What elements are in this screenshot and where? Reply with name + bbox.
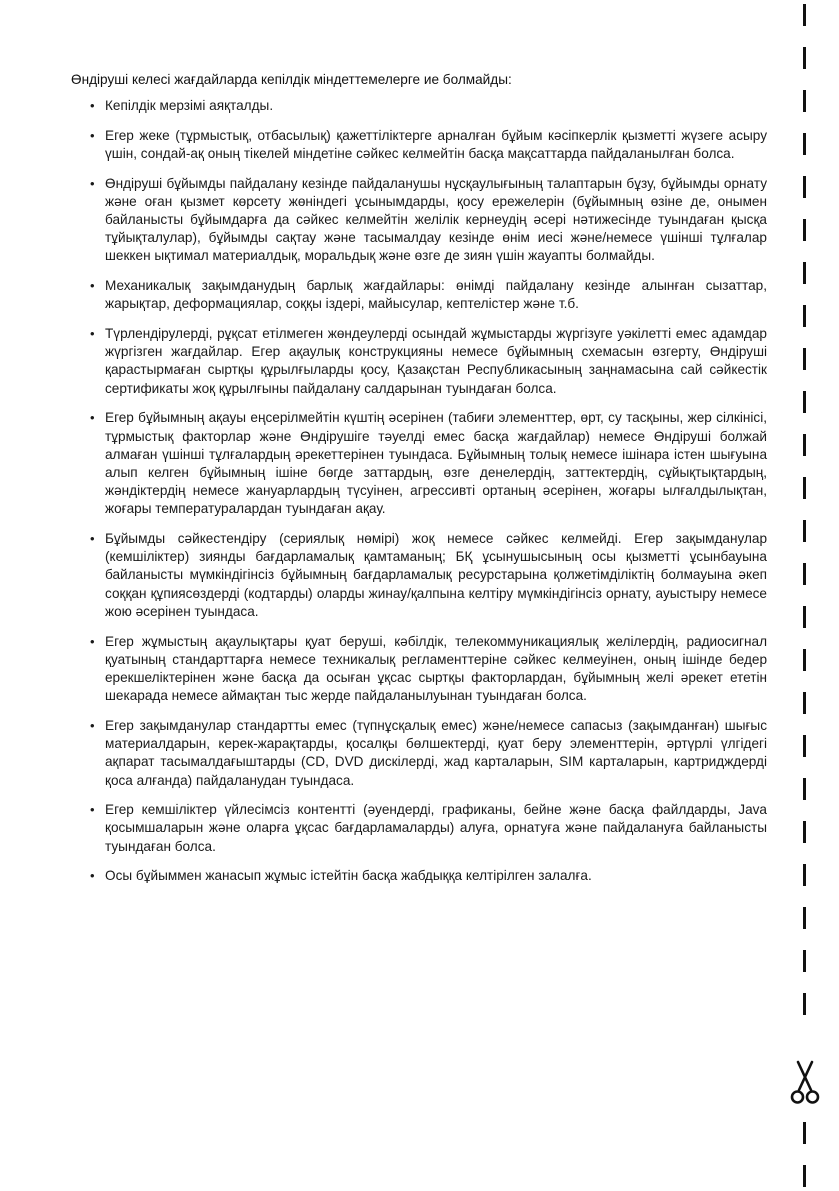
cut-line-dash [803,348,806,370]
bullet-icon: • [90,717,95,733]
exclusions-list [71,97,767,886]
cut-line-dash [803,90,806,112]
list-item-text: Өндіруші бұйымды пайдалану кезінде пайдаланушы нұсқаулығының талаптарын бұзу, бұйымды орнату және оған қызмет көрсету жөніндегі ұсынымдарды, қосу ережелерін (бұйымның өзіне де, онымен байланысты бұйымдарға да сәйкес келмейтін желілік кернеудің әсері нәтижесінде туындаған қысқа тұйықталулар), бұйымды сақтау және тасымалдау кезінде өнім иесі және/немесе үшінші тұлғалар шеккен ықтимал материалдық, моральдық және өзге де зиян үшін жауапты болмайды. [105,175,767,264]
bullet-icon: • [90,175,95,191]
cut-line-dash [803,993,806,1015]
bullet-icon: • [90,802,95,818]
list-item [71,175,767,266]
list-item-text: Егер зақымданулар стандартты емес (түпнұсқалық емес) және/немесе сапасыз (зақымданған) шығыс материалдарын, керек-жарақтарды, қосалқы бөлшектерді, қуат беру элементтерін, әртүрлі үлгідегі ақпарат тасымалдағыштарды (CD, DVD дискілерді, жад карталарын, SIM карталарын, картридждерді қоса алғанда) пайдаланудан туындаса. [105,717,767,788]
list-item-text: Егер бұйымның ақауы еңсерілмейтін күштің әсерінен (табиғи элементтер, өрт, су тасқыны, жер сілкінісі, тұрмыстық факторлар және Өндірушіге тәуелді емес басқа жағдайлар) немесе Өндіруші болжай алмаған үшінші тұлғалардың әрекеттерінен туындаса. Бұйымның толық немесе ішінара істен шығуына алып келген бұйымның ішіне бөгде заттардың, өзге денелердің, заттектердің, сұйықтықтардың, жәндіктердің немесе жануарлардың түсуінен, агрессивті ортаның әсерінен, жоғары ылғалдылықтан, жоғары температуралардан туындаған ақау. [105,410,767,517]
list-item [71,801,767,856]
cut-line-dash [803,520,806,542]
cut-line-dash [803,950,806,972]
list-item [71,633,767,706]
cut-line-dash [803,4,806,26]
section-heading: Өндіруші келесі жағдайларда кепілдік міндеттемелерге ие болмайды: [71,72,512,87]
cut-line-dash [803,864,806,886]
cut-line-dash [803,434,806,456]
cut-line-dash [803,133,806,155]
list-item [71,717,767,790]
list-item [71,325,767,398]
cut-line-dash [803,305,806,327]
bullet-icon: • [90,98,95,113]
list-item-text: Механикалық зақымданудың барлық жағдайлары: өнімді пайдалану кезінде алынған сызаттар, жарықтар, деформациялар, соққы іздері, майысулар, кептелістер және т.б. [105,278,767,312]
cut-line-dash [803,735,806,757]
cut-line-dash [803,1165,806,1187]
bullet-icon: • [90,278,95,294]
list-item [71,867,767,885]
list-item-text: Осы бұйыммен жанасып жұмыс істейтін басқа жабдыққа келтірілген залалға. [105,868,592,884]
cut-line-dash [803,778,806,800]
cut-line-dash [803,47,806,69]
cut-line-dash [803,176,806,198]
list-item-text: Кепілдік мерзімі аяқталды. [105,98,274,113]
list-item-text: Егер жеке (тұрмыстық, отбасылық) қажеттіліктерге арналған бұйым кәсіпкерлік қызметті жүзеге асыру үшін, сондай-ақ оның тікелей міндетіне сәйкес келмейтін басқа мақсаттарда пайдаланылған болса. [105,127,767,161]
cut-line-dash [803,606,806,628]
list-item [71,277,767,313]
list-item-text: Егер жұмыстың ақаулықтары қуат беруші, кәбілдік, телекоммуникациялық желілердің, радиосигнал қуатының стандарттарға немесе техникалық регламенттеріне сәйкес келмеуінен, оның ішінде бедер ерекшеліктерінен және басқа да осыған ұқсас сыртқы факторлардан, бұйымның желі әрекет ететін шекарада немесе аймақтан тыс жерде пайдаланылуынан туындаған болса. [105,633,767,704]
bullet-icon: • [90,410,95,426]
list-item-text: Бұйымды сәйкестендіру (сериялық нөмірі) жоқ немесе сәйкес келмейді. Егер зақымданулар (кемшіліктер) зиянды бағдарламалық қамтаманың; БҚ ұсынушысының осы қызметті ұсынбауына байланысты мүмкіндігінсіз бұйымның бағдарламалық ресурстарына қолжетімділіктің болмауына әкеп соққан құпиясөздерді (кодтарды) оларды жинау/қалпына келтіру мүмкіндігінсіз орнату, ауыстыру немесе жою әсерінен туындаса. [105,531,767,619]
list-item [71,127,767,163]
cut-line-dash [803,262,806,284]
bullet-icon: • [90,326,95,342]
list-item-text: Түрлендірулерді, рұқсат етілмеген жөндеулерді осындай жұмыстарды жүргізуге уәкілетті емес адамдар жүргізген жағдайлар. Егер ақаулық конструкцияны немесе бұйымның схемасын өзгерту, Өндіруші қарастырмаған сыртқы құрылғыларды қосу, Қазақстан Республикасының заңнамасына сай сәйкестік сертификаты жоқ құрылғыны пайдалану салдарынан туындаған болса. [105,326,767,396]
scissors-icon [790,1060,820,1106]
cut-line-dash [803,907,806,929]
cut-line-dash [803,821,806,843]
cut-line-dash [803,391,806,413]
bullet-icon: • [90,127,95,143]
bullet-icon: • [90,633,95,649]
list-item [71,97,767,115]
cut-line-dash [803,477,806,499]
cut-line [798,0,820,1191]
cut-line-dash [803,649,806,671]
bullet-icon: • [90,531,95,547]
cut-line-dash [803,219,806,241]
list-item [71,409,767,518]
cut-line-dash [803,1122,806,1144]
cut-line-dash [803,563,806,585]
list-item-text: Егер кемшіліктер үйлесімсіз контентті (әуендерді, графиканы, бейне және басқа файлдарды, Java қосымшаларын және оларға ұқсас бағдарламаларды) алуға, орнатуға және пайдалануға байланысты туындаған болса. [105,802,767,854]
bullet-icon: • [90,868,95,884]
warranty-exclusions-section [71,71,767,897]
cut-line-dash [803,692,806,714]
list-item [71,530,767,621]
